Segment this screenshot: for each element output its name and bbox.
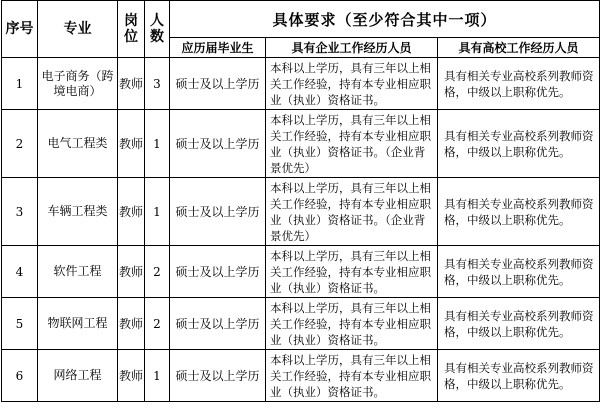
header-seq: 序号 (2, 1, 38, 58)
cell-graduate: 硕士及以上学历 (170, 58, 266, 110)
cell-position: 教师 (118, 298, 145, 350)
cell-university: 具有相关专业高校系列教师资格，中级以上职称优先。 (438, 178, 600, 246)
cell-enterprise: 本科以上学历，具有三年以上相关工作经验，持有本专业相应职业（执业）资格证书。（企业背景优先） (266, 110, 438, 178)
header-requirements: 具体要求（至少符合其中一项） (170, 1, 600, 38)
header-position: 岗位 (118, 1, 145, 58)
cell-count: 1 (145, 110, 170, 178)
cell-graduate: 硕士及以上学历 (170, 110, 266, 178)
cell-major: 网络工程 (38, 350, 118, 402)
cell-enterprise: 本科以上学历，具有三年以上相关工作经验，持有本专业相应职业（执业）资格证书。 (266, 298, 438, 350)
cell-university: 具有相关专业高校系列教师资格，中级以上职称优先。 (438, 350, 600, 402)
table-row (2, 350, 600, 402)
cell-enterprise: 本科以上学历，具有三年以上相关工作经验，持有本专业相应职业（执业）资格证书。 (266, 350, 438, 402)
cell-enterprise: 本科以上学历，具有三年以上相关工作经验，持有本专业相应职业（执业）资格证书。 (266, 58, 438, 110)
cell-seq: 4 (2, 246, 38, 298)
cell-graduate: 硕士及以上学历 (170, 178, 266, 246)
cell-major: 车辆工程类 (38, 178, 118, 246)
cell-count: 3 (145, 58, 170, 110)
cell-university: 具有相关专业高校系列教师资格，中级以上职称优先。 (438, 110, 600, 178)
cell-position: 教师 (118, 58, 145, 110)
cell-seq: 1 (2, 58, 38, 110)
table-row (2, 178, 600, 246)
table-row (2, 110, 600, 178)
cell-count: 2 (145, 246, 170, 298)
cell-graduate: 硕士及以上学历 (170, 246, 266, 298)
cell-position: 教师 (118, 246, 145, 298)
cell-count: 1 (145, 178, 170, 246)
header-graduate: 应历届毕业生 (170, 38, 266, 58)
cell-major: 软件工程 (38, 246, 118, 298)
cell-position: 教师 (118, 110, 145, 178)
cell-position: 教师 (118, 350, 145, 402)
cell-university: 具有相关专业高校系列教师资格，中级以上职称优先。 (438, 58, 600, 110)
table-row (2, 58, 600, 110)
cell-enterprise: 本科以上学历，具有三年以上相关工作经验，持有本专业相应职业（执业）资格证书。（企业背景优先） (266, 178, 438, 246)
header-enterprise: 具有企业工作经历人员 (266, 38, 438, 58)
cell-count: 2 (145, 298, 170, 350)
cell-university: 具有相关专业高校系列教师资格，中级以上职称优先。 (438, 298, 600, 350)
cell-major: 电气工程类 (38, 110, 118, 178)
cell-graduate: 硕士及以上学历 (170, 298, 266, 350)
cell-major: 物联网工程 (38, 298, 118, 350)
header-row-top (2, 1, 600, 38)
table-row (2, 246, 600, 298)
recruitment-table (1, 0, 600, 402)
cell-university: 具有相关专业高校系列教师资格，中级以上职称优先。 (438, 246, 600, 298)
header-count: 人数 (145, 1, 170, 58)
cell-major: 电子商务（跨境电商） (38, 58, 118, 110)
table-row (2, 298, 600, 350)
cell-position: 教师 (118, 178, 145, 246)
header-major: 专业 (38, 1, 118, 58)
cell-seq: 2 (2, 110, 38, 178)
cell-seq: 5 (2, 298, 38, 350)
cell-enterprise: 本科以上学历，具有三年以上相关工作经验，持有本专业相应职业（执业）资格证书。 (266, 246, 438, 298)
cell-count: 1 (145, 350, 170, 402)
cell-graduate: 硕士及以上学历 (170, 350, 266, 402)
cell-seq: 3 (2, 178, 38, 246)
header-university: 具有高校工作经历人员 (438, 38, 600, 58)
cell-seq: 6 (2, 350, 38, 402)
